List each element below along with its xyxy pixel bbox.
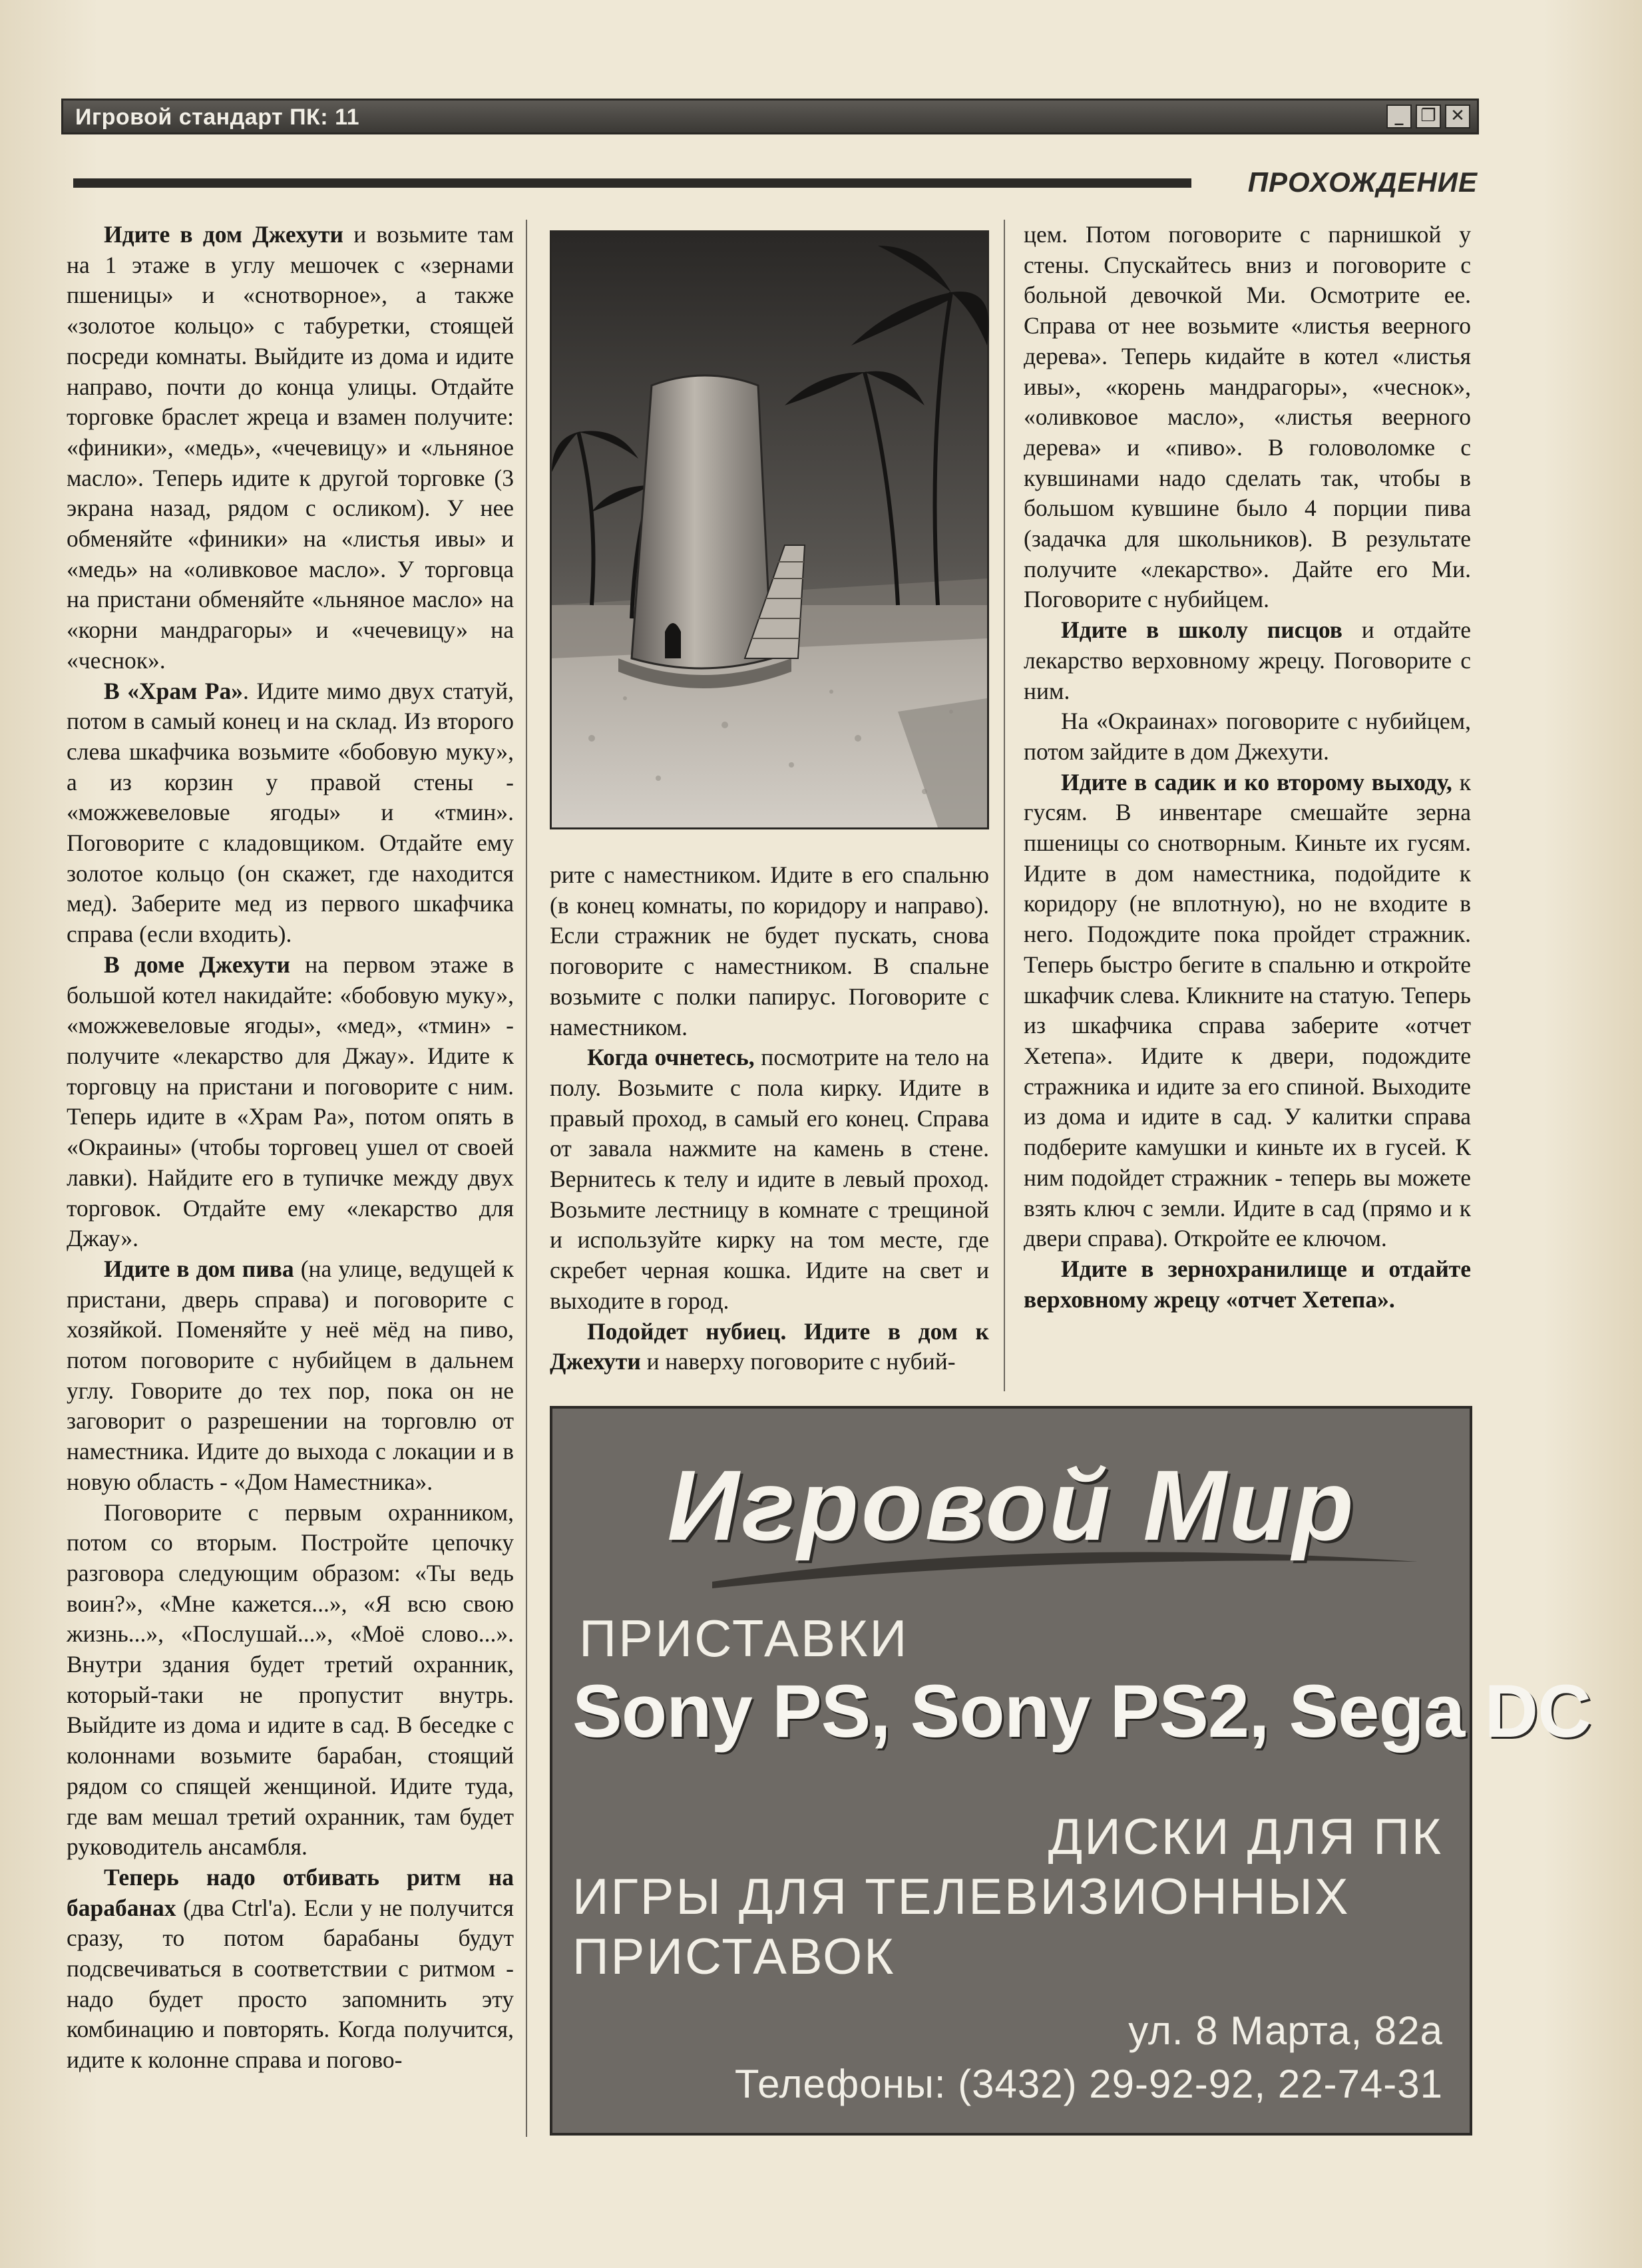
- article-column-2: [550, 860, 989, 1377]
- article-paragraph: [67, 950, 514, 1254]
- paragraph-text: к гусям. В инвентаре смешайте зерна пшеницы со снотворным. Киньте их гусям. Идите в дом наместника, подойдите к коридору (не вплотную), но не входите в него. Подождите пока пройдет стражник. Теперь быстро бегите в спальню и откройте шкафчик слева. Кликните на статую. Теперь из шкафчика справа заберите «отчет Хетепа». Идите к двери, подождите стражника и идите за его спиной. Выходите из дома и идите в сад. У калитки справа подберите камушки и киньте их в гусей. К ним подойдет стражник - теперь вы можете взять ключ с земли. Идите в сад (прямо и к двери справа). Откройте ее ключом.: [1024, 768, 1471, 1252]
- paragraph-lead: В доме Джехути: [104, 951, 291, 978]
- page-title: Игровой стандарт ПК: 11: [75, 105, 360, 130]
- article-paragraph: [1024, 706, 1471, 767]
- ad-console-list: Sony PS, Sony PS2, Sega DC: [572, 1670, 1591, 1753]
- article-paragraph: [1024, 768, 1471, 1254]
- paragraph-text: и наверху поговорите с нубий-: [640, 1348, 956, 1375]
- ad-pc-discs: ДИСКИ ДЛЯ ПК: [1048, 1809, 1443, 1865]
- restore-icon: ❐: [1416, 105, 1441, 128]
- article-paragraph: [1024, 220, 1471, 615]
- article-paragraph: [1024, 1254, 1471, 1315]
- paragraph-lead: Идите в зернохранилище и отдайте верховному жрецу «отчет Хетепа».: [1024, 1255, 1471, 1313]
- article-paragraph: [67, 1254, 514, 1498]
- ad-address: ул. 8 Марта, 82а: [1128, 2008, 1443, 2053]
- paragraph-lead: Идите в школу писцов: [1061, 616, 1342, 644]
- advertisement: [550, 1406, 1591, 2136]
- article-paragraph: [1024, 615, 1471, 706]
- article-paragraph: [67, 220, 514, 676]
- article-paragraph: [550, 1317, 989, 1377]
- section-heading: ПРОХОЖДЕНИЕ: [1247, 166, 1478, 198]
- column-divider: [526, 220, 527, 2137]
- paragraph-lead: Идите в дом Джехути: [104, 221, 343, 248]
- article-paragraph: [550, 860, 989, 1042]
- paragraph-text: На «Окраинах» поговорите с нубийцем, потом зайдите в дом Джехути.: [1024, 708, 1471, 765]
- game-screenshot: [550, 230, 989, 829]
- paragraph-lead: Когда очнетесь,: [587, 1044, 755, 1071]
- paragraph-text: (на улице, ведущей к пристани, дверь справа) и поговорите с хозяйкой. Поменяйте у неё мёд на пиво, потом поговорите с нубийцем в дальнем углу. Говорите до тех пор, пока он не заговорит о разрешении на торговлю от наместника. Идите до выхода с локации и в новую область - «Дом Наместника».: [67, 1255, 514, 1495]
- article-paragraph: [67, 676, 514, 950]
- window-controls: [1382, 105, 1470, 130]
- ad-tv-games-line2: ПРИСТАВОК: [572, 1928, 896, 1985]
- paragraph-lead: В «Храм Ра»: [104, 677, 243, 704]
- tower-scene-image: [552, 232, 987, 827]
- paragraph-text: рите с наместником. Идите в его спальню (в конец комнаты, по коридору и направо). Если стражник не будет пускать, снова поговорите с наместником. В спальне возьмите с полки папирус. Поговорите с наместником.: [550, 861, 989, 1040]
- article-column-3: [1024, 220, 1471, 1315]
- paragraph-text: Поговорите с первым охранником, потом со вторым. Постройте цепочку разговора следующим образом: «Ты ведь воин?», «Мне кажется...», «Я всю свою жизнь...», «Послушай...», «Моё слово...». Внутри здания будет третий охранник, который-таки не пропустит внутрь. Выйдите из дома и идите в сад. В беседке с колоннами возьмите барабан, стоящий рядом со спящей женщиной. Идите туда, где вам мешал третий охранник, там будет руководитель ансамбля.: [67, 1498, 514, 1861]
- paragraph-text: посмотрите на тело на полу. Возьмите с пола кирку. Идите в правый проход, в самый его конец. Справа от завала нажмите на камень в стене. Вернитесь к телу и идите в левый проход. Возьмите лестницу в комнате с трещиной и используйте кирку на том месте, где скребет черная кошка. Идите на свет и выходите в город.: [550, 1044, 989, 1314]
- paragraph-lead: Идите в садик и ко второму выходу,: [1061, 768, 1452, 795]
- paragraph-text: (два Ctrl'а). Если у не получится сразу, то потом барабаны будут подсвечиваться в соответствии с ритмом - надо будет просто запомнить эту комбинацию и повторять. Когда получится, идите к колонне справа и погово-: [67, 1894, 514, 2074]
- paragraph-lead: Подойдет нубиец. Идите в дом к Джехути: [550, 1317, 989, 1375]
- ad-consoles-heading: ПРИСТАВКИ: [579, 1609, 909, 1668]
- paragraph-text: и возьмите там на 1 этаже в углу мешочек с «зернами пшеницы» и «снотворное», а также «золотое кольцо» с табуретки, стоящей посреди комнаты. Выйдите из дома и идите направо, почти до конца улицы. Отдайте торговке браслет жреца и взамен получите: «финики», «медь», «чечевицу» и «льняное масло». Теперь идите к другой торговке (3 экрана назад, рядом с осликом). У нее обменяйте «финики» на «листья ивы» и «медь» на «оливковое масло». У торговца на пристани обменяйте «льняное масло» на «корни мандрагоры» и «чечевицу» на «чеснок».: [67, 221, 514, 674]
- close-icon: ✕: [1445, 105, 1470, 128]
- window-titlebar: [61, 99, 1479, 134]
- article-paragraph: [67, 1863, 514, 2076]
- paragraph-lead: Теперь надо отбивать ритм на барабанах: [67, 1863, 514, 1921]
- section-rule: [73, 178, 1191, 188]
- article-column-1: [67, 220, 514, 2076]
- article-paragraph: [67, 1498, 514, 1863]
- paragraph-text: и отдайте лекарство верховному жрецу. Поговорите с ним.: [1024, 616, 1472, 704]
- column-divider: [1004, 220, 1005, 1391]
- ad-logo: [592, 1449, 1431, 1582]
- ad-tv-games-line1: ИГРЫ ДЛЯ ТЕЛЕВИЗИОННЫХ: [572, 1869, 1350, 1925]
- ad-phones: Телефоны: (3432) 29-92-92, 22-74-31: [734, 2062, 1443, 2106]
- paragraph-text: . Идите мимо двух статуй, потом в самый конец и на склад. Из второго слева шкафчика возьмите «бобовую муку», а из корзин у правой стены - «можжевеловые ягоды» и «тмин». Поговорите с кладовщиком. Отдайте ему золотое кольцо (он скажет, где находится мед). Заберите мед из первого шкафчика справа (если входить).: [67, 677, 514, 948]
- ad-logo-text: Игровой Мир: [667, 1449, 1356, 1561]
- paragraph-text: цем. Потом поговорите с парнишкой у стены. Спускайтесь вниз и поговорите с больной девочкой Ми. Осмотрите ее. Справа от нее возьмите «листья веерного дерева». Теперь кидайте в котел «листья ивы», «корень мандрагоры», «чеснок», «оливковое масло», «листья веерного дерева» и «пиво». В головоломке с кувшинами надо сделать так, чтобы в большом кувшине было 4 порции пива (задачка для школьников). В результате получите «лекарство». Дайте его Ми. Поговорите с нубийцем.: [1024, 221, 1471, 613]
- article-paragraph: [550, 1042, 989, 1316]
- paragraph-text: на первом этаже в большой котел накидайте: «бобовую муку», «можжевеловые ягоды», «мед», «тмин» - получите «лекарство для Джау». Идите к торговцу на пристани и поговорите с ним. Теперь идите в «Храм Ра», потом опять в «Окраины» (чтобы торговец ушел от своей лавки). Найдите его в тупичке между двух торговок. Отдайте ему «лекарство для Джау».: [67, 951, 514, 1252]
- paragraph-lead: Идите в дом пива: [104, 1255, 294, 1282]
- minimize-icon: _: [1386, 105, 1412, 128]
